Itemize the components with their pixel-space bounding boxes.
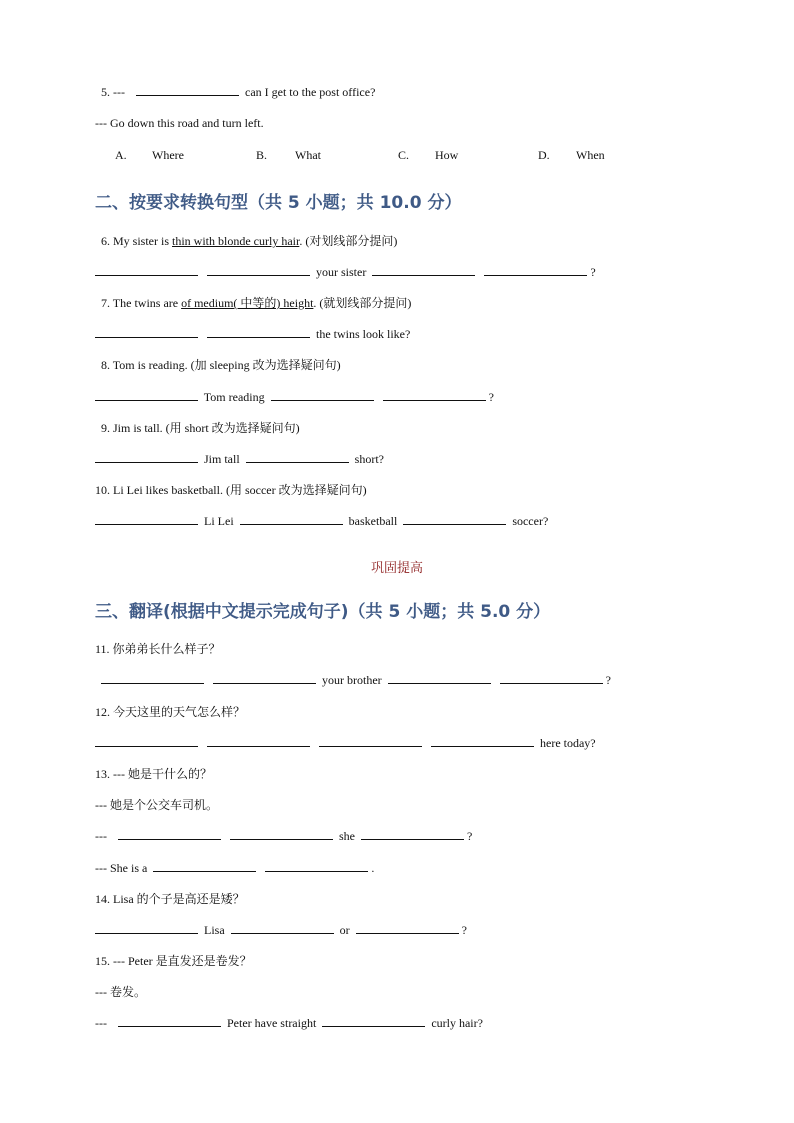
q11-prompt: 11. 你弟弟长什么样子？	[95, 642, 221, 656]
q5-option-d-text[interactable]: When	[576, 148, 605, 162]
consolidation-label: 巩固提高	[370, 560, 423, 575]
q9-blank-2[interactable]	[246, 451, 349, 463]
q6-blank-2[interactable]	[207, 264, 310, 276]
q8-blank-2[interactable]	[271, 389, 374, 401]
q5-line1: 5. --- can I get to the post office?	[101, 85, 376, 99]
q15-reply: --- 卷发。	[95, 985, 146, 999]
q12-blank-1[interactable]	[95, 735, 198, 747]
q13-answer-2: --- She is a .	[95, 861, 375, 875]
q13-blank-2[interactable]	[230, 828, 333, 840]
q14-prompt: 14. Lisa 的个子是高还是矮？	[95, 892, 245, 906]
q10-blank-1[interactable]	[95, 513, 198, 525]
q9-answer: Jim tall short?	[95, 451, 384, 467]
q13-prompt: 13. --- 她是干什么的？	[95, 767, 212, 781]
q13-reply: --- 她是个公交车司机。	[95, 798, 218, 812]
q5-option-d-letter[interactable]: D.	[538, 148, 550, 162]
q5-option-a-letter[interactable]: A.	[115, 148, 127, 162]
q5-blank[interactable]	[136, 84, 239, 96]
q7-blank-1[interactable]	[95, 326, 198, 338]
q5-option-c-text[interactable]: How	[435, 148, 459, 162]
q5-line2: --- Go down this road and turn left.	[95, 116, 264, 130]
q13-blank-1[interactable]	[118, 828, 221, 840]
q6-answer: your sister ?	[95, 264, 596, 280]
q9-prompt: 9. Jim is tall. (用 short 改为选择疑问句)	[101, 421, 300, 435]
q10-prompt: 10. Li Lei likes basketball. (用 soccer 改为选择疑问句)	[95, 483, 367, 497]
q12-answer: here today?	[95, 735, 596, 751]
q8-blank-1[interactable]	[95, 389, 198, 401]
q6-prompt: 6. My sister is thin with blonde curly hair. (对划线部分提问)	[101, 234, 398, 248]
q14-blank-3[interactable]	[356, 922, 459, 934]
q10-blank-2[interactable]	[240, 513, 343, 525]
q6-blank-3[interactable]	[372, 264, 475, 276]
q13-blank-5[interactable]	[265, 860, 368, 872]
q14-answer: Lisa or ?	[95, 922, 467, 938]
q7-prompt: 7. The twins are of medium( 中等的) height. (就划线部分提问)	[101, 296, 412, 310]
q7-blank-2[interactable]	[207, 326, 310, 338]
q10-answer: Li Lei basketball soccer?	[95, 513, 548, 529]
q15-blank-1[interactable]	[118, 1015, 221, 1027]
q14-blank-2[interactable]	[231, 922, 334, 934]
q8-answer: Tom reading ?	[95, 389, 494, 405]
q5-option-b-text[interactable]: What	[295, 148, 321, 162]
q11-blank-2[interactable]	[213, 672, 316, 684]
section3-heading: 三、翻译(根据中文提示完成句子)（共 5 小题；共 5.0 分）	[95, 602, 551, 622]
q6-blank-4[interactable]	[484, 264, 587, 276]
q12-prompt: 12. 今天这里的天气怎么样？	[95, 705, 246, 719]
q11-blank-4[interactable]	[500, 672, 603, 684]
q12-blank-3[interactable]	[319, 735, 422, 747]
q14-blank-1[interactable]	[95, 922, 198, 934]
q13-blank-3[interactable]	[361, 828, 464, 840]
q5-option-c-letter[interactable]: C.	[398, 148, 410, 162]
q8-blank-3[interactable]	[383, 389, 486, 401]
q13-blank-4[interactable]	[153, 860, 256, 872]
q5-option-b-letter[interactable]: B.	[256, 148, 268, 162]
q9-blank-1[interactable]	[95, 451, 198, 463]
q8-prompt: 8. Tom is reading. (加 sleeping 改为选择疑问句)	[101, 358, 341, 372]
q6-blank-1[interactable]	[95, 264, 198, 276]
q11-blank-1[interactable]	[101, 672, 204, 684]
q15-answer: --- Peter have straight curly hair?	[95, 1016, 483, 1030]
q5-option-a-text[interactable]: Where	[152, 148, 184, 162]
q12-blank-4[interactable]	[431, 735, 534, 747]
q15-blank-2[interactable]	[322, 1015, 425, 1027]
q11-answer: your brother ?	[101, 672, 611, 688]
q13-answer-1: --- she ?	[95, 829, 473, 843]
q15-prompt: 15. --- Peter 是直发还是卷发？	[95, 954, 252, 968]
section2-heading: 二、按要求转换句型（共 5 小题；共 10.0 分）	[95, 193, 462, 213]
q7-answer: the twins look like?	[95, 326, 410, 342]
q10-blank-3[interactable]	[403, 513, 506, 525]
q11-blank-3[interactable]	[388, 672, 491, 684]
q12-blank-2[interactable]	[207, 735, 310, 747]
